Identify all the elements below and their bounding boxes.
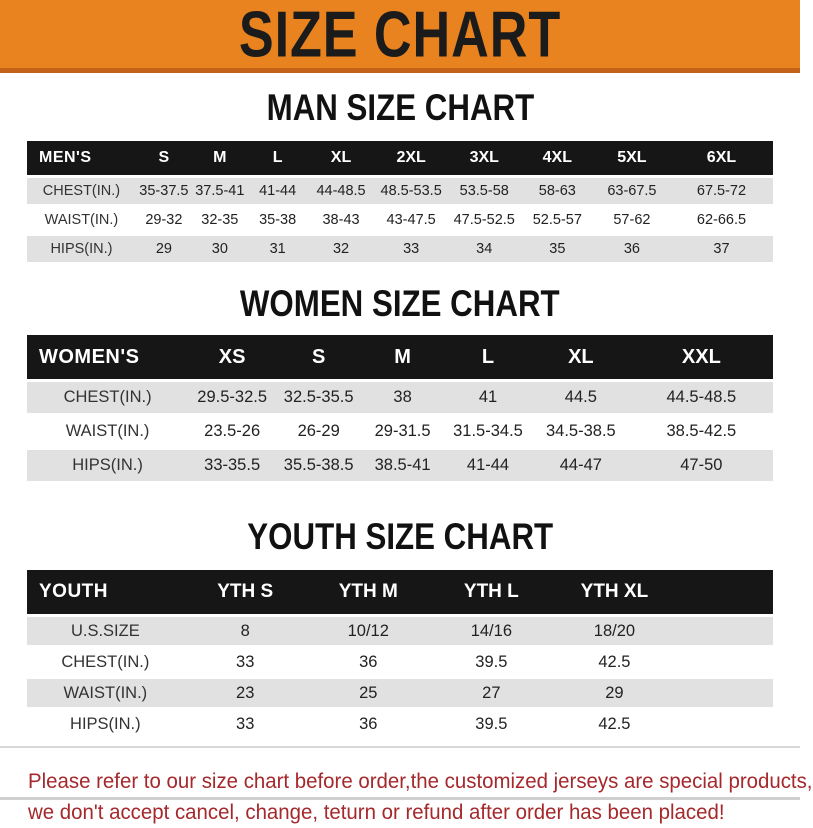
men-size-table-wrap [0,138,800,265]
women-size-table [27,332,773,484]
size-value-cell: 38.5-42.5 [630,416,773,447]
size-value-cell: 35 [521,236,594,262]
size-value-cell: 32.5-35.5 [276,382,361,413]
table-row [27,178,773,204]
size-column-header: XL [532,335,630,379]
size-column-header: 3XL [448,141,521,175]
size-value-cell: 37.5-41 [192,178,248,204]
size-value-cell: 43-47.5 [375,207,448,233]
size-value-cell: 33-35.5 [188,450,276,481]
size-column-header: YTH M [307,570,430,614]
table-header-row [27,141,773,175]
row-label: CHEST(IN.) [27,382,188,413]
row-label: HIPS(IN.) [27,236,136,262]
size-value-cell: 62-66.5 [670,207,773,233]
size-value-cell: 36 [594,236,670,262]
youth-heading-text: YOUTH SIZE CHART [247,516,553,558]
size-value-cell: 67.5-72 [670,178,773,204]
size-value-cell: 48.5-53.5 [375,178,448,204]
size-value-cell: 63-67.5 [594,178,670,204]
size-value-cell: 38.5-41 [361,450,444,481]
empty-cell [676,648,773,676]
table-title-cell: WOMEN'S [27,335,188,379]
row-label: CHEST(IN.) [27,648,184,676]
youth-section-heading [0,518,800,557]
table-row [27,710,773,738]
table-row [27,617,773,645]
size-value-cell: 35-38 [248,207,308,233]
size-column-header: 2XL [375,141,448,175]
table-title-cell: YOUTH [27,570,184,614]
youth-table-divider [0,746,800,748]
size-value-cell: 29-32 [136,207,192,233]
table-row [27,236,773,262]
row-label: WAIST(IN.) [27,679,184,707]
size-value-cell: 53.5-58 [448,178,521,204]
youth-size-table [27,567,773,741]
size-value-cell: 33 [184,710,307,738]
size-value-cell: 33 [184,648,307,676]
size-column-header: 4XL [521,141,594,175]
size-value-cell: 33 [375,236,448,262]
table-row [27,207,773,233]
size-value-cell: 58-63 [521,178,594,204]
footer-disclaimer-line1: Please refer to our size chart before order,the customized jerseys are special products, [28,769,813,793]
size-value-cell: 44.5 [532,382,630,413]
size-value-cell: 32-35 [192,207,248,233]
size-value-cell: 38 [361,382,444,413]
size-column-header: L [248,141,308,175]
size-column-header: S [136,141,192,175]
size-value-cell: 44-47 [532,450,630,481]
row-label: HIPS(IN.) [27,450,188,481]
size-column-header: M [192,141,248,175]
men-size-table [27,138,773,265]
row-label: WAIST(IN.) [27,207,136,233]
size-value-cell: 26-29 [276,416,361,447]
table-header-row [27,335,773,379]
size-value-cell: 47.5-52.5 [448,207,521,233]
page-bottom-divider [0,797,800,800]
empty-cell [676,617,773,645]
size-value-cell: 32 [307,236,374,262]
size-value-cell: 42.5 [553,710,676,738]
size-value-cell: 8 [184,617,307,645]
size-value-cell: 25 [307,679,430,707]
empty-header-cell [676,570,773,614]
size-chart-title: SIZE CHART [238,0,562,71]
size-column-header: YTH XL [553,570,676,614]
size-value-cell: 23 [184,679,307,707]
size-value-cell: 39.5 [430,648,553,676]
empty-cell [676,710,773,738]
table-row [27,648,773,676]
footer-disclaimer-line2: we don't accept cancel, change, teturn or refund after order has been placed! [28,800,725,824]
row-label: HIPS(IN.) [27,710,184,738]
row-label: U.S.SIZE [27,617,184,645]
men-section-heading [0,89,800,128]
youth-size-table-wrap [0,567,800,741]
size-value-cell: 42.5 [553,648,676,676]
table-title-cell: MEN'S [27,141,136,175]
size-value-cell: 41-44 [248,178,308,204]
empty-cell [676,679,773,707]
table-header-row [27,570,773,614]
size-value-cell: 29 [136,236,192,262]
women-section-heading [0,285,800,324]
women-heading-text: WOMEN SIZE CHART [240,283,560,325]
size-chart-banner [0,0,800,73]
size-value-cell: 18/20 [553,617,676,645]
size-value-cell: 37 [670,236,773,262]
size-value-cell: 34 [448,236,521,262]
size-value-cell: 36 [307,648,430,676]
size-value-cell: 23.5-26 [188,416,276,447]
size-value-cell: 41-44 [444,450,532,481]
size-value-cell: 34.5-38.5 [532,416,630,447]
size-value-cell: 44-48.5 [307,178,374,204]
table-row [27,382,773,413]
size-column-header: YTH L [430,570,553,614]
size-column-header: XS [188,335,276,379]
size-column-header: 5XL [594,141,670,175]
size-value-cell: 36 [307,710,430,738]
size-value-cell: 30 [192,236,248,262]
size-value-cell: 41 [444,382,532,413]
size-value-cell: 27 [430,679,553,707]
size-value-cell: 10/12 [307,617,430,645]
size-column-header: YTH S [184,570,307,614]
size-column-header: 6XL [670,141,773,175]
men-heading-text: MAN SIZE CHART [266,87,534,129]
women-size-table-wrap [0,332,800,484]
table-row [27,450,773,481]
size-value-cell: 14/16 [430,617,553,645]
size-column-header: S [276,335,361,379]
size-value-cell: 57-62 [594,207,670,233]
table-row [27,416,773,447]
size-value-cell: 44.5-48.5 [630,382,773,413]
size-value-cell: 29.5-32.5 [188,382,276,413]
size-value-cell: 39.5 [430,710,553,738]
size-value-cell: 31 [248,236,308,262]
size-column-header: L [444,335,532,379]
size-value-cell: 31.5-34.5 [444,416,532,447]
size-value-cell: 38-43 [307,207,374,233]
size-column-header: XL [307,141,374,175]
size-value-cell: 29 [553,679,676,707]
size-value-cell: 47-50 [630,450,773,481]
size-value-cell: 35.5-38.5 [276,450,361,481]
size-value-cell: 29-31.5 [361,416,444,447]
size-column-header: XXL [630,335,773,379]
row-label: CHEST(IN.) [27,178,136,204]
table-row [27,679,773,707]
row-label: WAIST(IN.) [27,416,188,447]
size-value-cell: 35-37.5 [136,178,192,204]
size-value-cell: 52.5-57 [521,207,594,233]
size-column-header: M [361,335,444,379]
